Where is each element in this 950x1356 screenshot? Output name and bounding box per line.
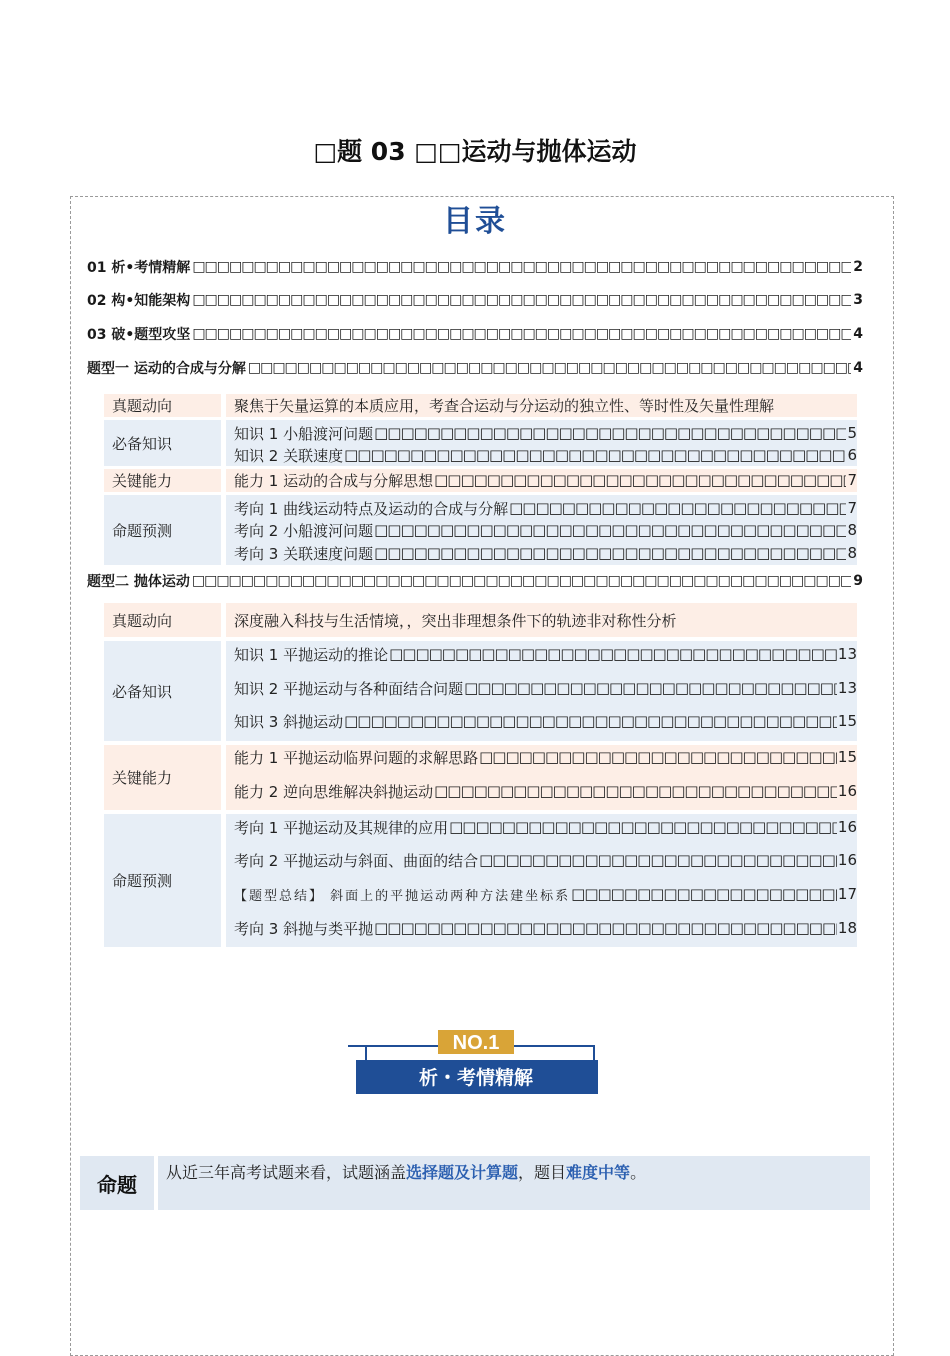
command-text: 从近三年高考试题来看，试题涵盖选择题及计算题，题目难度中等。: [158, 1156, 870, 1210]
toc-subentry[interactable]: 知识 1 平抛运动的推论 □□□□□□□□□□□□□□□□□□□□□□□□□□□□□□□□□□□□□□□□□□□□□□□□□□□□□□□□□□□□□□□□□□□□□□□□□□□□□□□□□□□□□□□□□□□□□□□□□□ 13: [234, 643, 857, 665]
forecast-cell: [226, 495, 857, 565]
highlight-question-types: 选择题及计算题: [406, 1163, 519, 1182]
toc-subentry[interactable]: 知识 2 关联速度 □□□□□□□□□□□□□□□□□□□□□□□□□□□□□□□□□□□□□□□□□□□□□□□□□□□□□□□□□□□□□□□□□□□□□□□□□□□□□□□□□□□□□□□□□□□□□□□□□□ 6: [234, 444, 857, 466]
toc-subentry[interactable]: 知识 3 斜抛运动 □□□□□□□□□□□□□□□□□□□□□□□□□□□□□□□□□□□□□□□□□□□□□□□□□□□□□□□□□□□□□□□□□□□□□□□□□□□□□□□□□□□□□□□□□□□□□□□□□□ 15: [234, 710, 857, 732]
trend-text: 聚焦于矢量运算的本质应用，考查合运动与分运动的独立性、等时性及矢量性理解: [234, 396, 775, 415]
knowledge-cell: [226, 641, 857, 741]
trend-cell: [226, 603, 857, 637]
toc-subentry[interactable]: 知识 1 小船渡河问题 □□□□□□□□□□□□□□□□□□□□□□□□□□□□□□□□□□□□□□□□□□□□□□□□□□□□□□□□□□□□□□□□□□□□□□□□□□□□□□□□□□□□□□□□□□□□□□□□□□ 5: [234, 422, 857, 444]
toc-subentry[interactable]: 考向 1 曲线运动特点及运动的合成与分解 □□□□□□□□□□□□□□□□□□□□□□□□□□□□□□□□□□□□□□□□□□□□□□□□□□□□□□□□□□□□□□□□□□□□□□□□□□□□□□□□□□□□□□□□□□□□□□□□□□ 7: [234, 497, 857, 519]
toc-entry-type2[interactable]: 题型二 抛体运动 □□□□□□□□□□□□□□□□□□□□□□□□□□□□□□□□□□□□□□□□□□□□□□□□□□□□□□□□□□□□□□□□□□□□□□□□□□□□□□□□□□□□□□□□□□□□□□□□□□□□□□□□□□□□□□□□□□□□□□□□□□□□□□□□□□□□□□□□ 9: [87, 569, 863, 593]
document-title: □题 03 □□运动与抛体运动: [313, 137, 637, 166]
toc-subentry[interactable]: 考向 3 斜抛与类平抛 □□□□□□□□□□□□□□□□□□□□□□□□□□□□□□□□□□□□□□□□□□□□□□□□□□□□□□□□□□□□□□□□□□□□□□□□□□□□□□□□□□□□□□□□□□□□□□□□□□ 18: [234, 917, 857, 939]
forecast-cell: [226, 814, 857, 947]
toc-subentry[interactable]: 【题型总结】 斜面上的平抛运动两种方法建坐标系 □□□□□□□□□□□□□□□□□□□□□□□□□□□□□□□□□□□□□□□□□□□□□□□□□□□□□□□□□□□□□□□□□□□□□□□□□□□□□□□□□□□□□□□□□□□□□□□□□□ 17: [234, 883, 857, 905]
ability-cell: [226, 469, 857, 492]
category-trend: 真题动向: [104, 603, 221, 637]
toc-subentry[interactable]: 考向 1 平抛运动及其规律的应用 □□□□□□□□□□□□□□□□□□□□□□□□□□□□□□□□□□□□□□□□□□□□□□□□□□□□□□□□□□□□□□□□□□□□□□□□□□□□□□□□□□□□□□□□□□□□□□□□□□ 16: [234, 816, 857, 838]
trend-text: 深度融入科技与生活情境，，突出非理想条件下的轨迹非对称性分析: [234, 611, 677, 630]
category-knowledge: 必备知识: [104, 641, 221, 741]
highlight-difficulty: 难度中等: [566, 1163, 631, 1182]
banner-text: 析・考情精解: [418, 1067, 534, 1089]
toc-subentry[interactable]: 能力 1 运动的合成与分解思想 □□□□□□□□□□□□□□□□□□□□□□□□□□□□□□□□□□□□□□□□□□□□□□□□□□□□□□□□□□□□□□□□□□□□□□□□□□□□□□□□□□□□□□□□□□□□□□□□□□ 7: [234, 469, 857, 491]
category-ability: 关键能力: [104, 469, 221, 492]
category-forecast: 命题预测: [104, 814, 221, 947]
section-banner: [348, 1028, 604, 1098]
command-box: [80, 1156, 870, 1210]
toc-subentry[interactable]: 能力 2 逆向思维解决斜抛运动 □□□□□□□□□□□□□□□□□□□□□□□□□□□□□□□□□□□□□□□□□□□□□□□□□□□□□□□□□□□□□□□□□□□□□□□□□□□□□□□□□□□□□□□□□□□□□□□□□□ 16: [234, 780, 857, 802]
trend-cell: [226, 394, 857, 417]
knowledge-cell: [226, 420, 857, 466]
toc-entry[interactable]: 01 析•考情精解 □□□□□□□□□□□□□□□□□□□□□□□□□□□□□□□□□□□□□□□□□□□□□□□□□□□□□□□□□□□□□□□□□□□□□□□□□□□□□□□□□□□□□□□□□□□□□□□□□□□□□□□□□□□□□□□□□□□□□□□□□□□□□□□□□□□□□□□□ 2: [87, 255, 863, 279]
category-trend: 真题动向: [104, 394, 221, 417]
toc-subentry[interactable]: 能力 1 平抛运动临界问题的求解思路 □□□□□□□□□□□□□□□□□□□□□□□□□□□□□□□□□□□□□□□□□□□□□□□□□□□□□□□□□□□□□□□□□□□□□□□□□□□□□□□□□□□□□□□□□□□□□□□□□□ 15: [234, 746, 857, 768]
toc-heading: 目录: [443, 204, 507, 239]
banner-tag: NO.1: [452, 1032, 500, 1054]
toc-subentry[interactable]: 知识 2 平抛运动与各种面结合问题 □□□□□□□□□□□□□□□□□□□□□□□□□□□□□□□□□□□□□□□□□□□□□□□□□□□□□□□□□□□□□□□□□□□□□□□□□□□□□□□□□□□□□□□□□□□□□□□□□□ 13: [234, 677, 857, 699]
toc-subentry[interactable]: 考向 2 小船渡河问题 □□□□□□□□□□□□□□□□□□□□□□□□□□□□□□□□□□□□□□□□□□□□□□□□□□□□□□□□□□□□□□□□□□□□□□□□□□□□□□□□□□□□□□□□□□□□□□□□□□ 8: [234, 519, 857, 541]
category-forecast: 命题预测: [104, 495, 221, 565]
ability-cell: [226, 745, 857, 810]
command-label: 命题: [80, 1156, 154, 1210]
toc-entry-type1[interactable]: 题型一 运动的合成与分解 □□□□□□□□□□□□□□□□□□□□□□□□□□□□□□□□□□□□□□□□□□□□□□□□□□□□□□□□□□□□□□□□□□□□□□□□□□□□□□□□□□□□□□□□□□□□□□□□□□□□□□□□□□□□□□□□□□□□□□□□□□□□□□□□□□□□□□□□ 4: [87, 356, 863, 380]
toc-entry[interactable]: 02 构•知能架构 □□□□□□□□□□□□□□□□□□□□□□□□□□□□□□□□□□□□□□□□□□□□□□□□□□□□□□□□□□□□□□□□□□□□□□□□□□□□□□□□□□□□□□□□□□□□□□□□□□□□□□□□□□□□□□□□□□□□□□□□□□□□□□□□□□□□□□□□ 3: [87, 288, 863, 312]
category-ability: 关键能力: [104, 745, 221, 810]
toc-subentry[interactable]: 考向 3 关联速度问题 □□□□□□□□□□□□□□□□□□□□□□□□□□□□□□□□□□□□□□□□□□□□□□□□□□□□□□□□□□□□□□□□□□□□□□□□□□□□□□□□□□□□□□□□□□□□□□□□□□ 8: [234, 542, 857, 564]
toc-entry[interactable]: 03 破•题型攻坚 □□□□□□□□□□□□□□□□□□□□□□□□□□□□□□□□□□□□□□□□□□□□□□□□□□□□□□□□□□□□□□□□□□□□□□□□□□□□□□□□□□□□□□□□□□□□□□□□□□□□□□□□□□□□□□□□□□□□□□□□□□□□□□□□□□□□□□□□ 4: [87, 322, 863, 346]
toc-subentry[interactable]: 考向 2 平抛运动与斜面、曲面的结合 □□□□□□□□□□□□□□□□□□□□□□□□□□□□□□□□□□□□□□□□□□□□□□□□□□□□□□□□□□□□□□□□□□□□□□□□□□□□□□□□□□□□□□□□□□□□□□□□□□ 16: [234, 849, 857, 871]
category-knowledge: 必备知识: [104, 420, 221, 466]
